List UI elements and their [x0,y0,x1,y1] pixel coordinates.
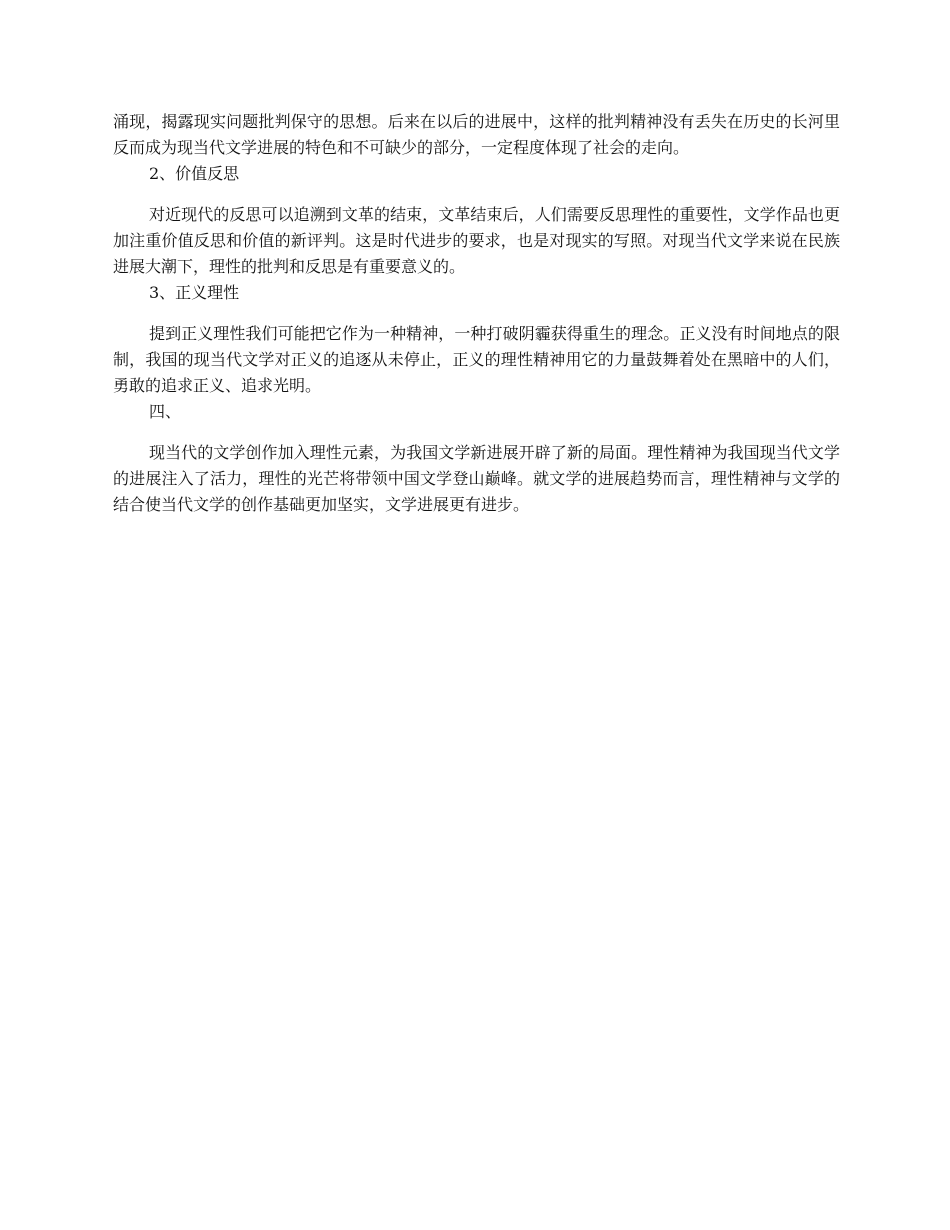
section-heading-four: 四、 [149,402,182,421]
document-page [113,109,840,518]
section-heading-justice-rationality: 3、正义理性 [149,283,240,302]
paragraph-critique-continued: 涌现，揭露现实问题批判保守的思想。后来在以后的进展中，这样的批判精神没有丢失在历史的长河里反而成为现当代文学进展的特色和不可缺少的部分，一定程度体现了社会的走向。 [113,112,840,157]
paragraph-conclusion: 现当代的文学创作加入理性元素，为我国文学新进展开辟了新的局面。理性精神为我国现当代文学的进展注入了活力，理性的光芒将带领中国文学登山巅峰。就文学的进展趋势而言，理性精神与文学的结合使当代文学的创作基础更加坚实，文学进展更有进步。 [113,443,840,514]
section-heading-value-reflection: 2、价值反思 [149,164,240,183]
paragraph-value-reflection: 对近现代的反思可以追溯到文革的结束，文革结束后，人们需要反思理性的重要性，文学作品也更加注重价值反思和价值的新评判。这是时代进步的要求，也是对现实的写照。对现当代文学来说在民族进展大潮下，理性的批判和反思是有重要意义的。 [113,205,840,276]
paragraph-justice-rationality: 提到正义理性我们可能把它作为一种精神，一种打破阴霾获得重生的理念。正义没有时间地点的限制，我国的现当代文学对正义的追逐从未停止，正义的理性精神用它的力量鼓舞着处在黑暗中的人们，勇敢的追求正义、追求光明。 [113,324,840,395]
